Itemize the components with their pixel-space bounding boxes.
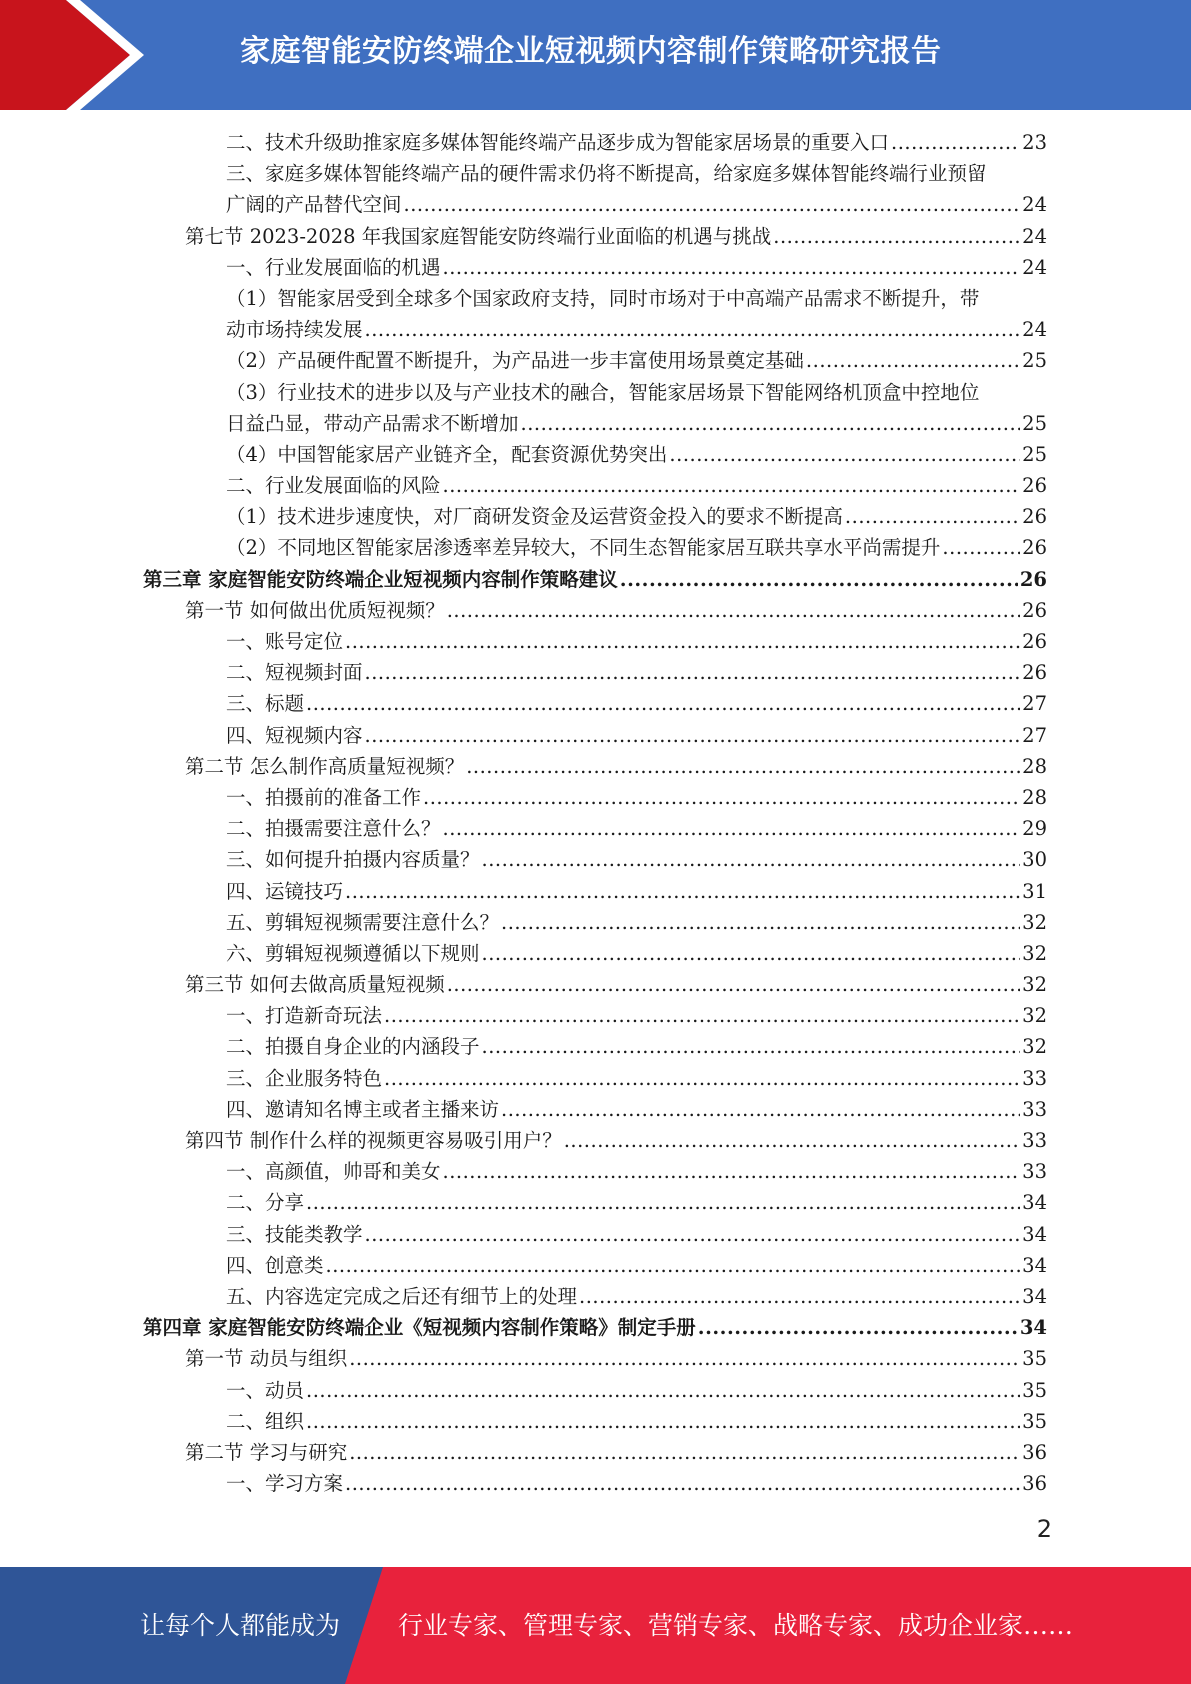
toc-dot-leader [447, 969, 1020, 1000]
toc-entry-page: 26 [1022, 505, 1047, 529]
toc-entry[interactable] [0, 1125, 1191, 1156]
toc-entry[interactable] [0, 501, 1191, 532]
toc-dot-leader [306, 1406, 1020, 1437]
toc-entry-title: 第七节 2023-2028 年我国家庭智能安防终端行业面临的机遇与挑战 [185, 224, 772, 248]
toc-entry-page: 24 [1022, 318, 1047, 342]
page-footer [0, 1567, 1191, 1684]
toc-dot-leader [466, 751, 1020, 782]
toc-entry-title: 一、行业发展面临的机遇 [226, 255, 441, 279]
toc-entry-page: 26 [1022, 536, 1047, 560]
toc-entry[interactable] [0, 688, 1191, 719]
toc-dot-leader [443, 813, 1021, 844]
toc-entry[interactable] [0, 720, 1191, 751]
toc-dot-leader [501, 1094, 1020, 1125]
toc-entry-page: 23 [1022, 131, 1047, 154]
toc-entry[interactable] [0, 439, 1191, 470]
toc-entry-title: 二、组织 [226, 1409, 305, 1433]
toc-entry[interactable] [0, 969, 1191, 1000]
toc-dot-leader [620, 564, 1018, 595]
toc-entry-title: 第四章 家庭智能安防终端企业《短视频内容制作策略》制定手册 [143, 1316, 696, 1340]
toc-entry[interactable] [0, 283, 1191, 314]
toc-entry[interactable] [0, 532, 1191, 563]
toc-entry-title: 二、行业发展面临的风险 [226, 474, 441, 498]
toc-entry-page: 32 [1022, 1004, 1047, 1028]
report-title: 家庭智能安防终端企业短视频内容制作策略研究报告 [240, 34, 942, 69]
toc-entry-title: 五、内容选定完成之后还有细节上的处理 [226, 1284, 578, 1308]
toc-dot-leader [365, 657, 1021, 688]
toc-entry-title: 三、家庭多媒体智能终端产品的硬件需求仍将不断提高，给家庭多媒体智能终端行业预留 [226, 162, 987, 186]
toc-entry[interactable] [0, 470, 1191, 501]
toc-entry-page: 26 [1022, 661, 1047, 685]
toc-dot-leader [447, 595, 1020, 626]
toc-entry-page: 24 [1022, 224, 1047, 248]
toc-entry-page: 32 [1022, 1035, 1047, 1059]
toc-dot-leader [384, 1000, 1020, 1031]
toc-entry-title: 二、拍摄需要注意什么？ [226, 817, 441, 841]
toc-dot-leader [306, 688, 1020, 719]
toc-entry-title: 四、短视频内容 [226, 723, 363, 747]
toc-entry[interactable] [0, 595, 1191, 626]
toc-entry[interactable] [0, 1468, 1191, 1499]
toc-dot-leader [306, 1375, 1020, 1406]
toc-entry-title: 第一节 如何做出优质短视频？ [185, 598, 445, 622]
toc-entry-title: （4）中国智能家居产业链齐全，配套资源优势突出 [226, 442, 668, 466]
toc-dot-leader [326, 1250, 1021, 1281]
toc-dot-leader [482, 844, 1021, 875]
toc-dot-leader [365, 1219, 1021, 1250]
toc-entry-page: 34 [1022, 1253, 1047, 1277]
toc-entry-title: 第三节 如何去做高质量短视频 [185, 973, 445, 997]
toc-entry-title: （1）技术进步速度快，对厂商研发资金及运营资金投入的要求不断提高 [226, 505, 843, 529]
toc-entry-title: 第二节 怎么制作高质量短视频？ [185, 754, 465, 778]
toc-dot-leader [423, 782, 1020, 813]
toc-dot-leader [345, 626, 1020, 657]
toc-dot-leader [482, 1031, 1021, 1062]
toc-dot-leader [365, 314, 1021, 345]
toc-entry[interactable] [0, 221, 1191, 252]
toc-entry[interactable] [0, 189, 1191, 220]
toc-entry[interactable] [0, 1063, 1191, 1094]
toc-entry-title: 第二节 学习与研究 [185, 1440, 348, 1464]
toc-entry-title: 二、短视频封面 [226, 661, 363, 685]
toc-entry-page: 27 [1022, 692, 1047, 716]
toc-entry-page: 26 [1022, 474, 1047, 498]
toc-entry-title: 一、学习方案 [226, 1472, 344, 1496]
toc-entry-page: 35 [1022, 1347, 1047, 1371]
toc-entry-title: 三、标题 [226, 692, 305, 716]
toc-entry-page: 28 [1022, 754, 1047, 778]
toc-entry-title: 一、动员 [226, 1378, 305, 1402]
table-of-contents [0, 127, 1191, 1499]
toc-dot-leader [564, 1125, 1020, 1156]
toc-entry-page: 33 [1022, 1129, 1047, 1152]
toc-entry-page: 28 [1022, 785, 1047, 809]
toc-entry[interactable] [0, 1000, 1191, 1031]
toc-dot-leader [698, 1312, 1018, 1343]
toc-dot-leader [773, 221, 1020, 252]
toc-dot-leader [345, 1468, 1020, 1499]
toc-entry-title: 三、如何提升拍摄内容质量？ [226, 848, 480, 872]
toc-entry-page: 25 [1022, 411, 1047, 435]
toc-dot-leader [404, 189, 1021, 220]
toc-entry[interactable] [0, 1187, 1191, 1218]
toc-entry-page: 27 [1022, 723, 1047, 747]
toc-entry-title: 六、剪辑短视频遵循以下规则 [226, 941, 480, 965]
toc-entry-page: 30 [1022, 848, 1047, 872]
toc-entry-title: 四、创意类 [226, 1253, 324, 1277]
toc-entry-title: 日益凸显，带动产品需求不断增加 [226, 411, 519, 435]
toc-entry[interactable] [0, 657, 1191, 688]
toc-entry-page: 32 [1022, 910, 1047, 934]
toc-entry[interactable] [0, 626, 1191, 657]
toc-entry-page: 33 [1022, 1160, 1047, 1184]
toc-entry-page: 36 [1022, 1472, 1047, 1496]
toc-entry-page: 34 [1022, 1222, 1047, 1246]
toc-entry-page: 25 [1022, 349, 1047, 373]
toc-entry-page: 26 [1022, 598, 1047, 622]
toc-entry-title: 一、账号定位 [226, 630, 344, 653]
toc-entry-title: 二、分享 [226, 1191, 305, 1215]
toc-entry-page: 31 [1022, 879, 1047, 903]
toc-entry-page: 32 [1022, 941, 1047, 965]
page-header [0, 0, 1191, 110]
toc-entry-title: 一、打造新奇玩法 [226, 1004, 383, 1028]
toc-entry-page: 35 [1022, 1409, 1047, 1433]
toc-entry-page: 26 [1019, 567, 1047, 591]
toc-entry-title: 一、拍摄前的准备工作 [226, 785, 422, 809]
toc-dot-leader [345, 876, 1020, 907]
toc-entry[interactable] [0, 876, 1191, 907]
toc-entry[interactable] [0, 564, 1191, 595]
toc-entry-page: 34 [1022, 1191, 1047, 1215]
toc-entry-title: 五、剪辑短视频需要注意什么？ [226, 910, 500, 934]
toc-entry[interactable] [0, 158, 1191, 189]
toc-dot-leader [521, 408, 1021, 439]
toc-entry-page: 24 [1022, 193, 1047, 217]
toc-entry[interactable] [0, 1094, 1191, 1125]
toc-entry-title: 四、邀请知名博主或者主播来访 [226, 1097, 500, 1121]
toc-dot-leader [669, 439, 1020, 470]
toc-entry[interactable] [0, 1219, 1191, 1250]
toc-dot-leader [501, 907, 1020, 938]
toc-entry-title: 第四节 制作什么样的视频更容易吸引用户？ [185, 1129, 562, 1152]
toc-entry[interactable] [0, 813, 1191, 844]
toc-dot-leader [384, 1063, 1020, 1094]
toc-entry[interactable] [0, 1031, 1191, 1062]
toc-entry-title: 动市场持续发展 [226, 318, 363, 342]
toc-entry[interactable] [0, 314, 1191, 345]
toc-entry[interactable] [0, 1312, 1191, 1343]
toc-entry-title: 广阔的产品替代空间 [226, 193, 402, 217]
toc-entry-title: 二、技术升级助推家庭多媒体智能终端产品逐步成为智能家居场景的重要入口 [226, 131, 890, 154]
toc-entry[interactable] [0, 1437, 1191, 1468]
page-number: 2 [1036, 1515, 1052, 1543]
toc-entry-title: 二、拍摄自身企业的内涵段子 [226, 1035, 480, 1059]
toc-dot-leader [845, 501, 1020, 532]
toc-entry-page: 32 [1022, 973, 1047, 997]
toc-dot-leader [579, 1281, 1020, 1312]
toc-entry-title: （1）智能家居受到全球多个国家政府支持，同时市场对于中高端产品需求不断提升，带 [226, 286, 980, 310]
toc-dot-leader [891, 127, 1020, 158]
toc-entry-page: 34 [1022, 1284, 1047, 1308]
toc-dot-leader [942, 532, 1020, 563]
toc-dot-leader [365, 720, 1021, 751]
toc-entry[interactable] [0, 1156, 1191, 1187]
toc-entry[interactable] [0, 938, 1191, 969]
toc-entry-page: 29 [1022, 817, 1047, 841]
toc-entry[interactable] [0, 907, 1191, 938]
footer-slogan-right: 行业专家、管理专家、营销专家、战略专家、成功企业家…… [398, 1611, 1074, 1640]
toc-entry-page: 36 [1022, 1440, 1047, 1464]
toc-entry-title: 第一节 动员与组织 [185, 1347, 348, 1371]
toc-dot-leader [349, 1343, 1020, 1374]
toc-entry[interactable] [0, 345, 1191, 376]
toc-entry[interactable] [0, 1250, 1191, 1281]
toc-entry[interactable] [0, 782, 1191, 813]
toc-entry[interactable] [0, 1281, 1191, 1312]
toc-entry-title: （2）产品硬件配置不断提升，为产品进一步丰富使用场景奠定基础 [226, 349, 804, 373]
toc-entry[interactable] [0, 127, 1191, 158]
toc-entry-title: 四、运镜技巧 [226, 879, 344, 903]
toc-entry[interactable] [0, 377, 1191, 408]
toc-entry-page: 33 [1022, 1066, 1047, 1090]
toc-entry-page: 26 [1022, 630, 1047, 653]
toc-entry-page: 25 [1022, 442, 1047, 466]
toc-entry-title: 三、技能类教学 [226, 1222, 363, 1246]
toc-entry-title: 第三章 家庭智能安防终端企业短视频内容制作策略建议 [143, 567, 618, 591]
toc-entry-page: 24 [1022, 255, 1047, 279]
toc-entry[interactable] [0, 751, 1191, 782]
toc-dot-leader [349, 1437, 1020, 1468]
header-arrow-decoration [0, 0, 160, 110]
toc-entry-title: （2）不同地区智能家居渗透率差异较大，不同生态智能家居互联共享水平尚需提升 [226, 536, 941, 560]
toc-entry-page: 34 [1019, 1316, 1047, 1340]
toc-entry[interactable] [0, 1375, 1191, 1406]
toc-entry-title: 一、高颜值，帅哥和美女 [226, 1160, 441, 1184]
toc-dot-leader [443, 470, 1021, 501]
toc-entry[interactable] [0, 1406, 1191, 1437]
toc-entry[interactable] [0, 408, 1191, 439]
toc-entry[interactable] [0, 844, 1191, 875]
toc-dot-leader [443, 252, 1021, 283]
toc-entry-title: 三、企业服务特色 [226, 1066, 383, 1090]
footer-slogan-left: 让每个人都能成为 [140, 1611, 341, 1640]
toc-entry-title: （3）行业技术的进步以及与产业技术的融合，智能家居场景下智能网络机顶盒中控地位 [226, 380, 980, 404]
toc-dot-leader [806, 345, 1020, 376]
toc-dot-leader [443, 1156, 1021, 1187]
toc-entry-page: 35 [1022, 1378, 1047, 1402]
toc-entry-page: 33 [1022, 1097, 1047, 1121]
toc-dot-leader [306, 1187, 1020, 1218]
toc-entry[interactable] [0, 1343, 1191, 1374]
toc-dot-leader [482, 938, 1021, 969]
toc-entry[interactable] [0, 252, 1191, 283]
